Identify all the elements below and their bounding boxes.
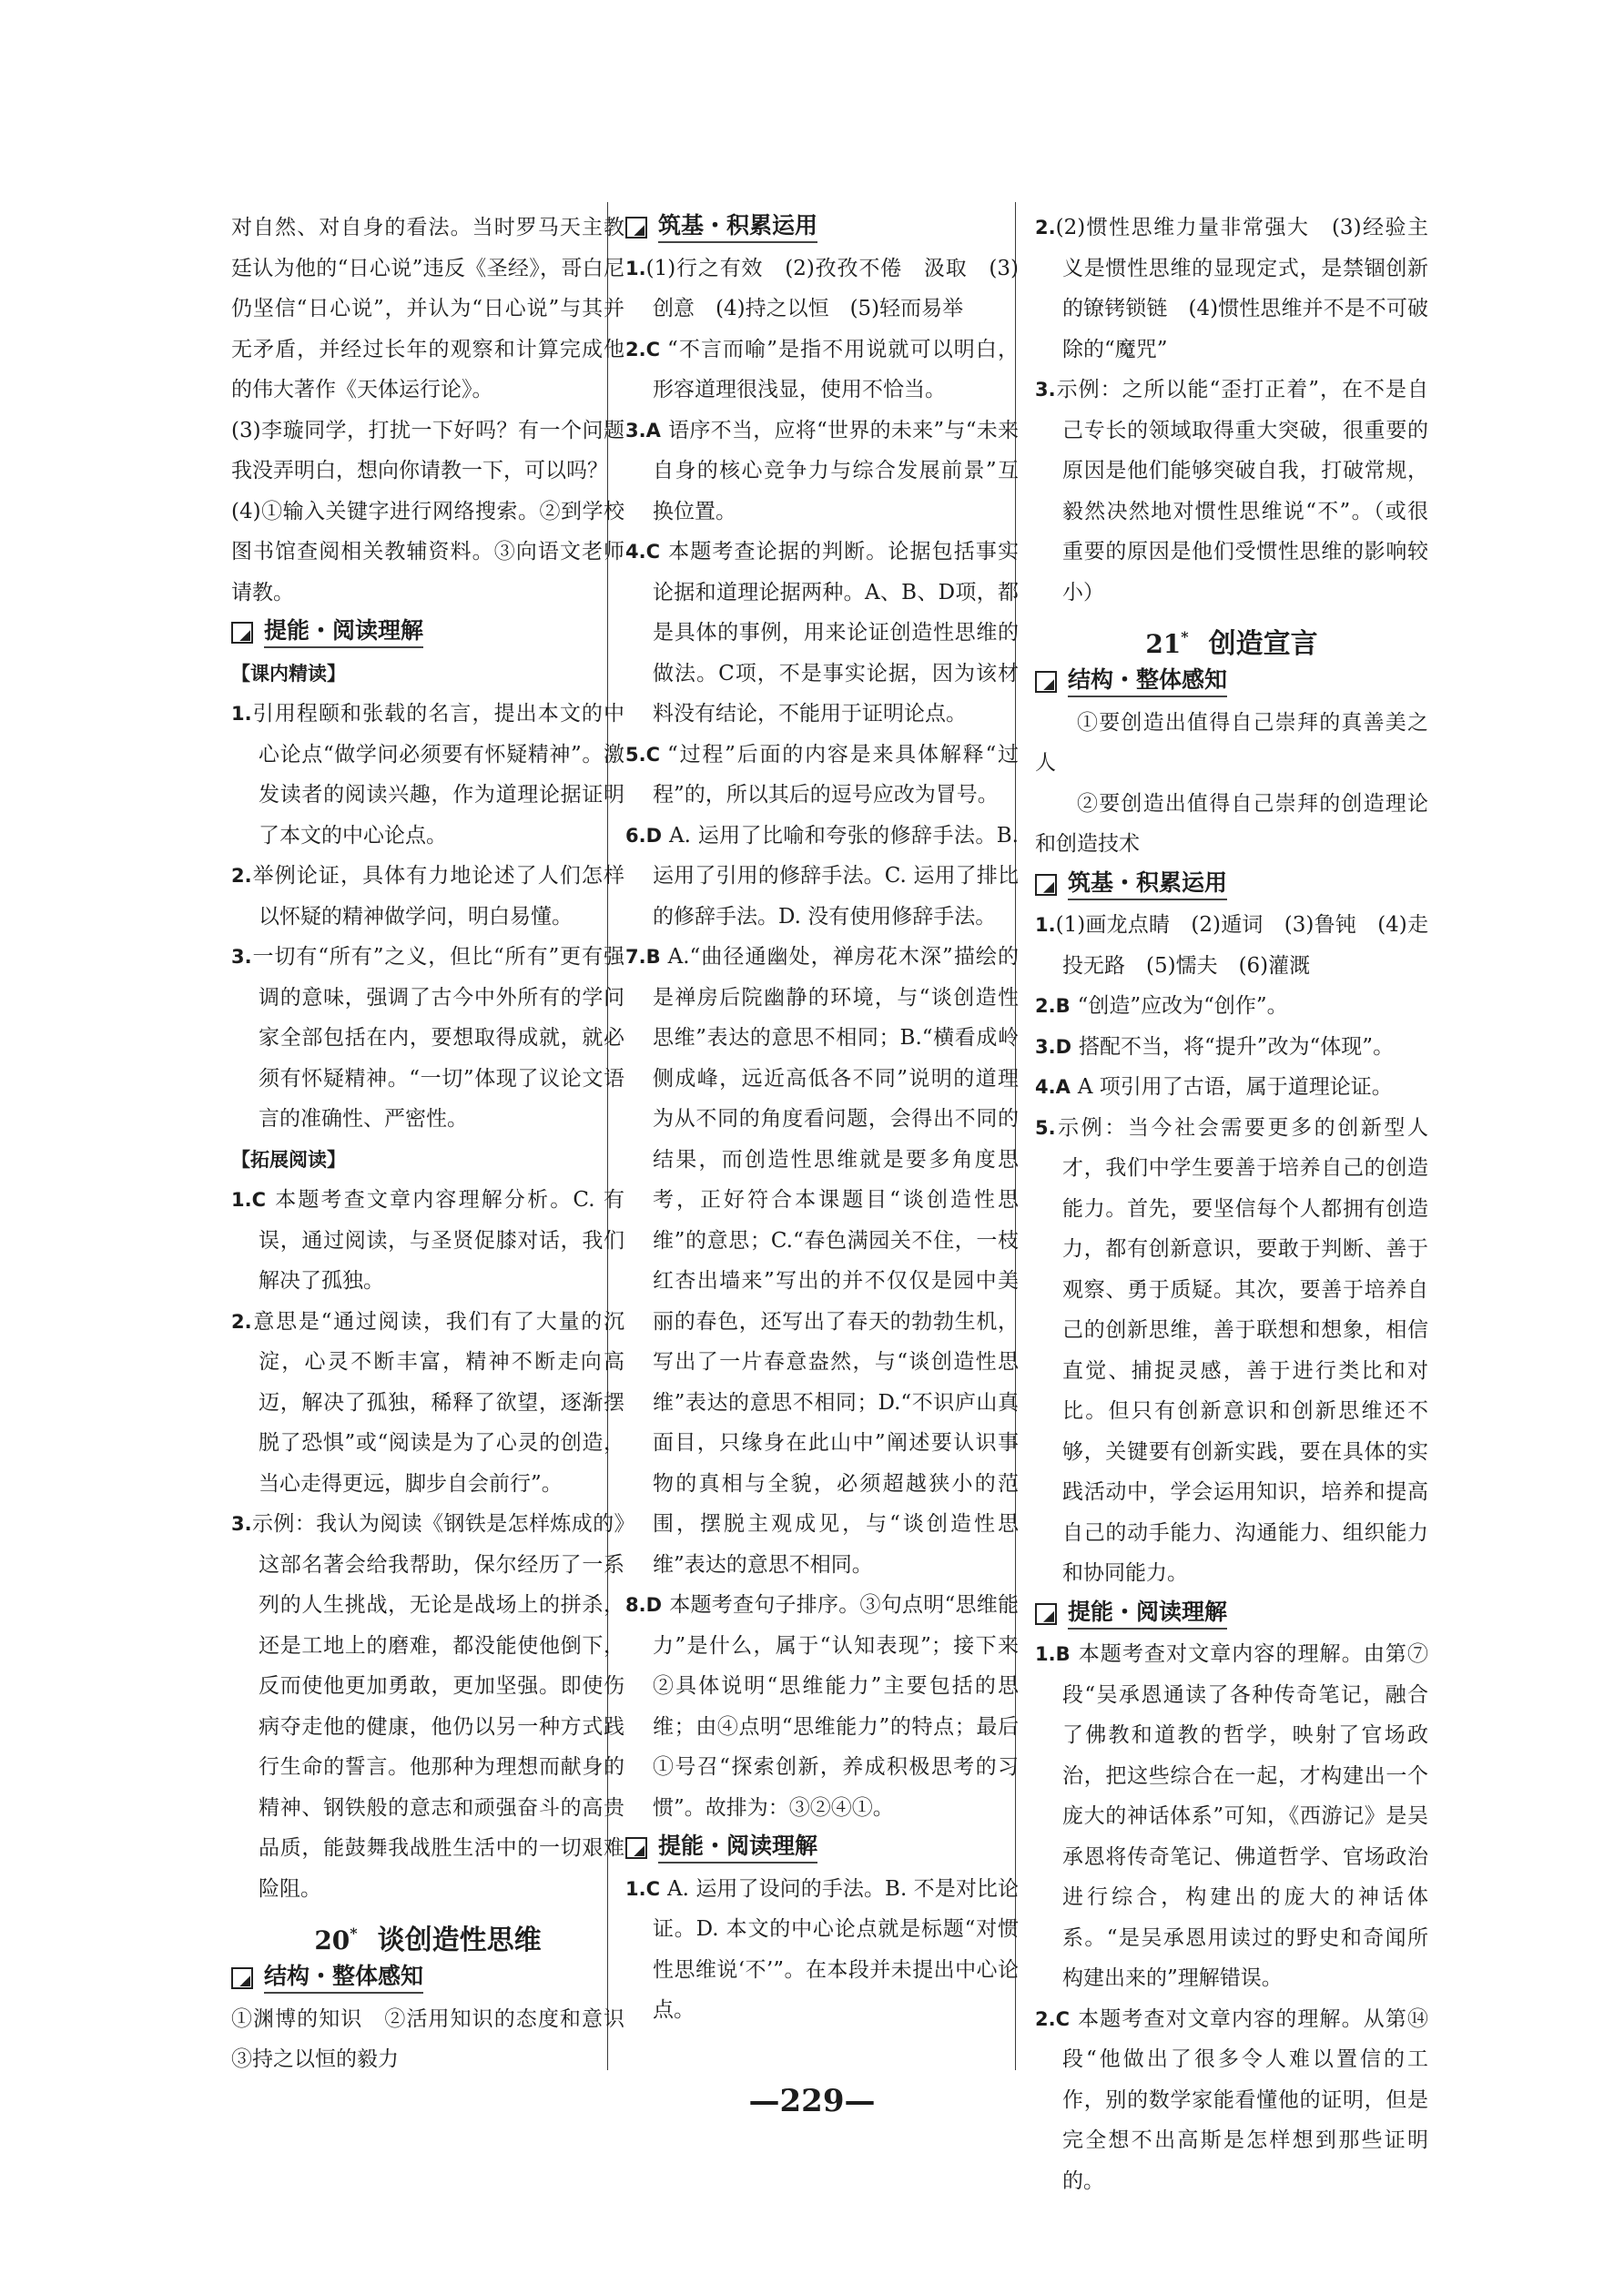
answer-item: 1.C A. 运用了设问的手法。B. 不是对比论证。D. 本文的中心论点就是标题“对惯性思维说‘不’”。在本段并未提出中心论点。	[625, 1876, 1019, 2022]
lesson-title-21: 21* 创造宣言	[1145, 628, 1318, 660]
answer-item: 1.B 本题考查对文章内容的理解。由第⑦段“吴承恩通读了各种传奇笔记，融合了佛教和道教的哲学，映射了官场政治，把这些综合在一起，才构建出一个庞大的神话体系”可知，《西游记》是吴承恩将传奇笔记、佛道哲学、官场政治进行综合，构建出的庞大的神话体系。“是吴承恩用读过的野史和奇闻所构建出来的”理解错误。	[1035, 1642, 1428, 1990]
answer-item: 3.D 搭配不当，将“提升”改为“体现”。	[1035, 1034, 1395, 1059]
answer-item: 1.C 本题考查文章内容理解分析。C. 有误，通过阅读，与圣贤促膝对话，我们解决了孤独。	[231, 1188, 624, 1293]
answer-item: 1.(1)行之有效 (2)孜孜不倦 汲取 (3)创意 (4)持之以恒 (5)轻而易举	[625, 256, 1019, 320]
answer-item: 1.(1)画龙点睛 (2)遁词 (3)鲁钝 (4)走投无路 (5)懦夫 (6)灌溉	[1035, 913, 1428, 978]
section-marker-icon	[625, 1837, 647, 1859]
section-marker-icon	[231, 622, 253, 644]
answer-item: 2.意思是“通过阅读，我们有了大量的沉淀，心灵不断丰富，精神不断走向高迈，解决了孤独，稀释了欲望，逐渐摆脱了恐惧”或“阅读是为了心灵的创造，当心走得更远，脚步自会前行”。	[231, 1309, 624, 1496]
answer-item: 1.引用程颐和张载的名言，提出本文的中心论点“做学问必须要有怀疑精神”。激发读者的阅读兴趣，作为道理论据证明了本文的中心论点。	[231, 702, 624, 848]
answer-item: 2.举例论证，具体有力地论述了人们怎样以怀疑的精神做学问，明白易懂。	[231, 864, 624, 929]
section-header-reading: 提能・阅读理解	[1035, 1594, 1428, 1635]
subheading-extended-reading: 【拓展阅读】	[231, 1148, 346, 1171]
answer-item: 3.一切有“所有”之义，但比“所有”更有强调的意味，强调了古今中外所有的学问家全部包括在内，要想取得成就，就必须有怀疑精神。“一切”体现了议论文语言的准确性、严密性。	[231, 945, 624, 1131]
answer-item: 7.B A.“曲径通幽处，禅房花木深”描绘的是禅房后院幽静的环境，与“谈创造性思维”表达的意思不相同；B.“横看成岭侧成峰，远近高低各不同”说明的道理为从不同的角度看问题，会得出不同的结果，而创造性思维就是要多角度思考，正好符合本课题目“谈创造性思维”的意思；C.“春色满园关不住，一枝红杏出墙来”写出的并不仅仅是园中美丽的春色，还写出了春天的勃勃生机，写出了一片春意盎然，与“谈创造性思维”表达的意思不相同；D.“不识庐山真面目，只缘身在此山中”阐述要认识事物的真相与全貌，必须超越狭小的范围，摆脱主观成见，与“谈创造性思维”表达的意思不相同。	[625, 945, 1019, 1577]
section-marker-icon	[625, 217, 647, 239]
answer-item: 5.示例：当今社会需要更多的创新型人才，我们中学生要善于培养自己的创造能力。首先，要坚信每个人都拥有创造力，都有创新意识，要敢于判断、善于观察、勇于质疑。其次，要善于培养自己的创新思维，善于联想和想象，相信直觉、捕捉灵感，善于进行类比和对比。但只有创新意识和创新思维还不够，关键要有创新实践，要在具体的实践活动中，学会运用知识，培养和提高自己的动手能力、沟通能力、组织能力和协同能力。	[1035, 1115, 1428, 1585]
answer-item: 3.示例：之所以能“歪打正着”，在不是自己专长的领域取得重大突破，很重要的原因是他们能够突破自我，打破常规，毅然决然地对惯性思维说“不”。（或很重要的原因是他们受惯性思维的影响较小）	[1035, 378, 1428, 604]
section-marker-icon	[1035, 671, 1057, 693]
subheading-in-class-reading: 【课内精读】	[231, 662, 346, 685]
answer-item: 8.D 本题考查句子排序。③句点明“思维能力”是什么，属于“认知表现”；接下来②具体说明“思维能力”主要包括的思维；由④点明“思维能力”的特点；最后①号召“探索创新，养成积极思考的习惯”。故排为：③②④①。	[625, 1593, 1019, 1820]
answer-item: 2.(2)惯性思维力量非常强大 (3)经验主义是惯性思维的显现定式，是禁锢创新的镣铐锁链 (4)惯性思维并不是不可破除的“魔咒”	[1035, 216, 1428, 361]
answer-item: 4.A A 项引用了古语，属于道理论证。	[1035, 1075, 1393, 1099]
page-number: —229—	[748, 2083, 876, 2119]
structure-line: ①要创造出值得自己崇拜的真善美之人	[1035, 710, 1428, 775]
answer-item: 3.A 语序不当，应将“世界的未来”与“未来自身的核心竞争力与综合发展前景”互换位置。	[625, 418, 1019, 523]
answer-item: 5.C “过程”后面的内容是来具体解释“过程”的，所以其后的逗号应改为冒号。	[625, 742, 1019, 807]
section-header-structure: 结构・整体感知	[1035, 662, 1428, 703]
intro-paragraph: 对自然、对自身的看法。当时罗马天主教廷认为他的“日心说”违反《圣经》，哥白尼仍坚信“日心说”，并认为“日心说”与其并无矛盾，并经过长年的观察和计算完成他的伟大著作《天体运行论》。	[231, 216, 624, 401]
section-header-basic: 筑基・积累运用	[625, 208, 1019, 249]
column-right	[1035, 208, 1428, 2201]
section-header-reading: 提能・阅读理解	[231, 613, 624, 654]
intro-paragraph: (4)①输入关键字进行网络搜索。②到学校图书馆查阅相关教辅资料。③向语文老师请教。	[231, 499, 624, 604]
answer-item: 4.C 本题考查论据的判断。论据包括事实论据和道理论据两种。A、B、D项，都是具体的事例，用来论证创造性思维的做法。C项，不是事实论据，因为该材料没有结论，不能用于证明论点。	[625, 540, 1019, 726]
answer-item: 3.示例：我认为阅读《钢铁是怎样炼成的》这部名著会给我帮助，保尔经历了一系列的人生挑战，无论是战场上的拼杀，还是工地上的磨难，都没能使他倒下，反而使他更加勇敢，更加坚强。即使伤病夺走他的健康，他仍以另一种方式践行生命的誓言。他那种为理想而献身的精神、钢铁般的意志和顽强奋斗的高贵品质，能鼓舞我战胜生活中的一切艰难险阻。	[231, 1512, 624, 1901]
intro-paragraph: (3)李璇同学，打扰一下好吗？有一个问题我没弄明白，想向你请教一下，可以吗？	[231, 418, 624, 482]
section-header-reading: 提能・阅读理解	[625, 1828, 1019, 1869]
section-marker-icon	[1035, 874, 1057, 896]
section-marker-icon	[1035, 1603, 1057, 1625]
section-marker-icon	[231, 1967, 253, 1989]
lesson-title-20: 20* 谈创造性思维	[314, 1924, 542, 1956]
answer-item: 2.B “创造”应改为“创作”。	[1035, 994, 1288, 1018]
structure-summary: ①渊博的知识 ②活用知识的态度和意识 ③持之以恒的毅力	[231, 2006, 645, 2071]
answer-item: 2.C 本题考查对文章内容的理解。从第⑭段“他做出了很多令人难以置信的工作，别的数学家能看懂他的证明，但是完全想不出高斯是怎样想到那些证明的。	[1035, 2006, 1428, 2193]
section-header-structure: 结构・整体感知	[231, 1958, 624, 1999]
structure-line: ②要创造出值得自己崇拜的创造理论和创造技术	[1035, 791, 1428, 856]
section-header-basic: 筑基・积累运用	[1035, 865, 1428, 906]
column-middle	[625, 208, 1019, 2031]
column-left	[231, 208, 645, 2080]
answer-item: 2.C “不言而喻”是指不用说就可以明白，形容道理很浅显，使用不恰当。	[625, 337, 1019, 401]
answer-item: 6.D A. 运用了比喻和夸张的修辞手法。B. 运用了引用的修辞手法。C. 运用了排比的修辞手法。D. 没有使用修辞手法。	[625, 823, 1019, 929]
